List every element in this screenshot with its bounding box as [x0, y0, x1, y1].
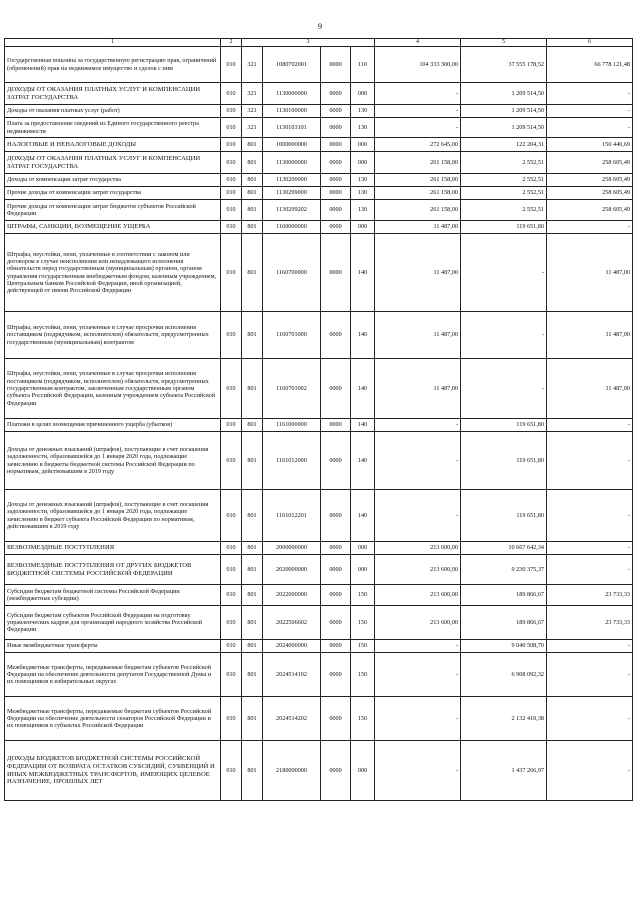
amount-executed: 2 552,51	[461, 152, 547, 174]
code-kbk: 1130200000	[263, 174, 321, 187]
row-name: Доходы от компенсации затрат государства	[5, 174, 221, 187]
amount-remaining: -	[547, 490, 633, 542]
code-kosgu: 150	[351, 697, 375, 741]
code-kbk: 1160701002	[263, 359, 321, 419]
header-col-3: 3	[242, 39, 375, 47]
table-row	[5, 359, 633, 419]
code-program: 0000	[321, 312, 351, 359]
code-kosgu: 000	[351, 555, 375, 585]
code-chapter: 321	[242, 118, 263, 138]
row-name: НАЛОГОВЫЕ И НЕНАЛОГОВЫЕ ДОХОДЫ	[5, 138, 221, 152]
amount-executed: 189 866,67	[461, 585, 547, 606]
code-kbk: 1130000000	[263, 152, 321, 174]
code-kosgu: 000	[351, 138, 375, 152]
table-row	[5, 419, 633, 432]
amount-executed: 9 230 375,37	[461, 555, 547, 585]
code-kbk: 1130000000	[263, 83, 321, 105]
amount-remaining: -	[547, 221, 633, 234]
code-kbk: 1161012201	[263, 490, 321, 542]
code-kosgu: 140	[351, 419, 375, 432]
code-admin: 010	[221, 200, 242, 221]
code-kosgu: 140	[351, 234, 375, 312]
code-admin: 010	[221, 585, 242, 606]
code-admin: 010	[221, 640, 242, 653]
code-chapter: 801	[242, 419, 263, 432]
code-chapter: 801	[242, 234, 263, 312]
table-row	[5, 200, 633, 221]
table-row	[5, 312, 633, 359]
code-admin: 010	[221, 653, 242, 697]
table-row	[5, 653, 633, 697]
code-kbk: 2024000000	[263, 640, 321, 653]
row-name: Платежи в целях возмещения причиненного ущерба (убытков)	[5, 419, 221, 432]
amount-executed: 189 866,67	[461, 606, 547, 640]
amount-remaining: -	[547, 542, 633, 555]
amount-remaining: -	[547, 105, 633, 118]
amount-approved: 11 487,00	[375, 221, 461, 234]
amount-executed: 2 132 410,38	[461, 697, 547, 741]
code-kosgu: 000	[351, 83, 375, 105]
page-number: 9	[318, 22, 322, 31]
code-kosgu: 140	[351, 312, 375, 359]
code-chapter: 801	[242, 606, 263, 640]
amount-approved: 261 158,00	[375, 152, 461, 174]
amount-executed: 119 651,80	[461, 221, 547, 234]
code-kosgu: 000	[351, 542, 375, 555]
code-chapter: 801	[242, 221, 263, 234]
row-name: Доходы от денежных взысканий (штрафов), поступающие в счет погашения задолженности, образовавшейся до 1 января 2020 года, подлежащие зачислению в бюджет субъекта Российской Федерации по нормативам, действовавшим в 2019 году	[5, 490, 221, 542]
code-chapter: 321	[242, 47, 263, 83]
table-row	[5, 542, 633, 555]
code-admin: 010	[221, 118, 242, 138]
code-program: 0000	[321, 359, 351, 419]
code-kbk: 2020000000	[263, 555, 321, 585]
code-chapter: 801	[242, 490, 263, 542]
row-name: Прочие доходы от компенсации затрат государства	[5, 187, 221, 200]
code-program: 0000	[321, 697, 351, 741]
code-admin: 010	[221, 741, 242, 801]
code-program: 0000	[321, 555, 351, 585]
amount-executed: 37 555 178,52	[461, 47, 547, 83]
code-admin: 010	[221, 187, 242, 200]
code-program: 0000	[321, 200, 351, 221]
amount-approved: 213 600,00	[375, 555, 461, 585]
amount-approved: -	[375, 490, 461, 542]
code-chapter: 321	[242, 105, 263, 118]
code-chapter: 801	[242, 697, 263, 741]
table-row	[5, 221, 633, 234]
amount-executed: 6 908 092,32	[461, 653, 547, 697]
amount-executed: 2 552,51	[461, 187, 547, 200]
code-program: 0000	[321, 152, 351, 174]
amount-remaining: -	[547, 697, 633, 741]
amount-executed: 1 209 514,50	[461, 83, 547, 105]
code-admin: 010	[221, 697, 242, 741]
table-row	[5, 152, 633, 174]
amount-remaining: 66 778 121,48	[547, 47, 633, 83]
code-program: 0000	[321, 187, 351, 200]
amount-remaining: 23 733,33	[547, 585, 633, 606]
code-admin: 010	[221, 174, 242, 187]
amount-executed: 119 651,80	[461, 490, 547, 542]
amount-remaining: 11 487,00	[547, 312, 633, 359]
row-name: Иные межбюджетные трансферты	[5, 640, 221, 653]
amount-approved: -	[375, 432, 461, 490]
code-program: 0000	[321, 432, 351, 490]
table-row	[5, 741, 633, 801]
amount-executed: 119 651,80	[461, 419, 547, 432]
amount-remaining: -	[547, 118, 633, 138]
code-chapter: 801	[242, 653, 263, 697]
code-chapter: 801	[242, 432, 263, 490]
amount-executed: -	[461, 312, 547, 359]
code-admin: 010	[221, 432, 242, 490]
code-chapter: 801	[242, 138, 263, 152]
code-kosgu: 130	[351, 174, 375, 187]
amount-remaining: 258 605,49	[547, 200, 633, 221]
amount-executed: 9 040 508,70	[461, 640, 547, 653]
table-row	[5, 640, 633, 653]
code-kbk: 1161000000	[263, 419, 321, 432]
code-program: 0000	[321, 118, 351, 138]
amount-approved: 213 600,00	[375, 542, 461, 555]
code-kbk: 1160701000	[263, 312, 321, 359]
table-row	[5, 138, 633, 152]
amount-remaining: 258 605,49	[547, 152, 633, 174]
code-kbk: 2024514202	[263, 697, 321, 741]
amount-executed: 2 552,51	[461, 174, 547, 187]
code-program: 0000	[321, 174, 351, 187]
code-kbk: 1130103101	[263, 118, 321, 138]
row-name: Субсидии бюджетам бюджетной системы Российской Федерации (межбюджетные субсидии)	[5, 585, 221, 606]
amount-approved: -	[375, 697, 461, 741]
header-col-1: 1	[5, 39, 221, 47]
header-col-5: 5	[461, 39, 547, 47]
amount-approved: 11 487,00	[375, 312, 461, 359]
code-program: 0000	[321, 138, 351, 152]
code-kbk: 2022000000	[263, 585, 321, 606]
code-chapter: 801	[242, 640, 263, 653]
header-col-6: 6	[547, 39, 633, 47]
table-row	[5, 234, 633, 312]
code-chapter: 801	[242, 542, 263, 555]
code-kosgu: 140	[351, 432, 375, 490]
code-program: 0000	[321, 47, 351, 83]
amount-approved: 11 487,00	[375, 359, 461, 419]
code-kbk: 1130299000	[263, 187, 321, 200]
amount-approved: -	[375, 83, 461, 105]
amount-approved: 261 158,00	[375, 187, 461, 200]
code-admin: 010	[221, 138, 242, 152]
amount-executed: 122 204,31	[461, 138, 547, 152]
amount-executed: 1 209 514,50	[461, 105, 547, 118]
code-kbk: 1000000000	[263, 138, 321, 152]
table-row	[5, 105, 633, 118]
amount-approved: -	[375, 653, 461, 697]
code-chapter: 801	[242, 741, 263, 801]
table-row	[5, 187, 633, 200]
row-name: ДОХОДЫ ОТ ОКАЗАНИЯ ПЛАТНЫХ УСЛУГ И КОМПЕНСАЦИИ ЗАТРАТ ГОСУДАРСТВА	[5, 83, 221, 105]
row-name: Штрафы, неустойки, пени, уплаченные в случае просрочки исполнения поставщиком (подрядчиком, исполнителем) обязательств, предусмотренных государственным контрактом, заключенным государственным органом субъекта Российской Федерации, казенным учреждением субъекта Российской Федерации	[5, 359, 221, 419]
code-chapter: 801	[242, 187, 263, 200]
row-name: ДОХОДЫ ОТ ОКАЗАНИЯ ПЛАТНЫХ УСЛУГ И КОМПЕНСАЦИИ ЗАТРАТ ГОСУДАРСТВА	[5, 152, 221, 174]
amount-remaining: -	[547, 83, 633, 105]
header-col-4: 4	[375, 39, 461, 47]
amount-remaining: -	[547, 555, 633, 585]
code-admin: 010	[221, 105, 242, 118]
amount-approved: -	[375, 741, 461, 801]
amount-approved: 261 158,00	[375, 200, 461, 221]
amount-approved: 104 333 300,00	[375, 47, 461, 83]
code-chapter: 801	[242, 152, 263, 174]
code-kbk: 2024514102	[263, 653, 321, 697]
amount-remaining: -	[547, 653, 633, 697]
row-name: Штрафы, неустойки, пени, уплаченные в соответствии с законом или договором в случае неисполнения или ненадлежащего исполнения обязательств перед государственным (муниципальным) органом, органом управления государственным внебюджетным фондом, казенным учреждением, Центральным банком Российской Федерации, иной организацией, действующей от имени Российской Федерации	[5, 234, 221, 312]
code-kbk: 1130100000	[263, 105, 321, 118]
code-kosgu: 150	[351, 606, 375, 640]
amount-approved: -	[375, 105, 461, 118]
code-program: 0000	[321, 585, 351, 606]
code-program: 0000	[321, 542, 351, 555]
code-chapter: 801	[242, 555, 263, 585]
code-chapter: 801	[242, 200, 263, 221]
code-admin: 010	[221, 221, 242, 234]
code-kbk: 2022506602	[263, 606, 321, 640]
row-name: Штрафы, неустойки, пени, уплаченные в случае просрочки исполнения поставщиком (подрядчиком, исполнителем) обязательств, предусмотренных государственным (муниципальным) контрактом	[5, 312, 221, 359]
code-admin: 010	[221, 152, 242, 174]
amount-remaining: -	[547, 419, 633, 432]
amount-remaining: -	[547, 432, 633, 490]
table-row	[5, 697, 633, 741]
code-chapter: 801	[242, 359, 263, 419]
amount-remaining: 150 440,69	[547, 138, 633, 152]
code-admin: 010	[221, 542, 242, 555]
row-name: БЕЗВОЗМЕЗДНЫЕ ПОСТУПЛЕНИЯ ОТ ДРУГИХ БЮДЖЕТОВ БЮДЖЕТНОЙ СИСТЕМЫ РОССИЙСКОЙ ФЕДЕРАЦИИ	[5, 555, 221, 585]
amount-remaining: -	[547, 741, 633, 801]
amount-executed: 10 667 642,34	[461, 542, 547, 555]
code-chapter: 801	[242, 585, 263, 606]
code-kosgu: 130	[351, 187, 375, 200]
row-name: Доходы от оказания платных услуг (работ)	[5, 105, 221, 118]
code-admin: 010	[221, 419, 242, 432]
code-chapter: 801	[242, 174, 263, 187]
amount-approved: 213 600,00	[375, 606, 461, 640]
code-kosgu: 130	[351, 118, 375, 138]
code-program: 0000	[321, 105, 351, 118]
code-program: 0000	[321, 606, 351, 640]
table-row	[5, 585, 633, 606]
code-kosgu: 150	[351, 640, 375, 653]
row-name: ШТРАФЫ, САНКЦИИ, ВОЗМЕЩЕНИЕ УЩЕРБА	[5, 221, 221, 234]
code-admin: 010	[221, 312, 242, 359]
amount-approved: 272 645,00	[375, 138, 461, 152]
table-row	[5, 606, 633, 640]
amount-approved: 261 158,00	[375, 174, 461, 187]
row-name: Межбюджетные трансферты, передаваемые бюджетам субъектов Российской Федерации на обеспечение деятельности сенаторов Российской Федерации и их помощников в субъектах Российской Федерации	[5, 697, 221, 741]
code-kbk: 1130299202	[263, 200, 321, 221]
table-row	[5, 490, 633, 542]
code-kbk: 1080702001	[263, 47, 321, 83]
code-admin: 010	[221, 555, 242, 585]
code-kosgu: 140	[351, 359, 375, 419]
row-name: ДОХОДЫ БЮДЖЕТОВ БЮДЖЕТНОЙ СИСТЕМЫ РОССИЙСКОЙ ФЕДЕРАЦИИ ОТ ВОЗВРАТА ОСТАТКОВ СУБСИДИЙ, СУБВЕНЦИЙ И ИНЫХ МЕЖБЮДЖЕТНЫХ ТРАНСФЕРТОВ, ИМЕЮЩИХ ЦЕЛЕВОЕ НАЗНАЧЕНИЕ, ПРОШЛЫХ ЛЕТ	[5, 741, 221, 801]
row-name: Субсидии бюджетам субъектов Российской Федерации на подготовку управленческих кадров для организаций народного хозяйства Российской Федерации	[5, 606, 221, 640]
code-kbk: 1161012000	[263, 432, 321, 490]
code-kosgu: 150	[351, 653, 375, 697]
row-name: Прочие доходы от компенсации затрат бюджетов субъектов Российской Федерации	[5, 200, 221, 221]
code-program: 0000	[321, 490, 351, 542]
code-kosgu: 000	[351, 152, 375, 174]
code-program: 0000	[321, 83, 351, 105]
amount-approved: 11 487,00	[375, 234, 461, 312]
code-kosgu: 000	[351, 221, 375, 234]
code-kosgu: 130	[351, 105, 375, 118]
code-program: 0000	[321, 640, 351, 653]
amount-remaining: 11 487,00	[547, 234, 633, 312]
amount-executed: 1 209 514,50	[461, 118, 547, 138]
amount-remaining: 258 605,49	[547, 174, 633, 187]
code-program: 0000	[321, 221, 351, 234]
amount-approved: 213 600,00	[375, 585, 461, 606]
amount-remaining: 23 733,33	[547, 606, 633, 640]
table-row	[5, 174, 633, 187]
code-kosgu: 110	[351, 47, 375, 83]
amount-remaining: 11 487,00	[547, 359, 633, 419]
code-chapter: 321	[242, 83, 263, 105]
code-chapter: 801	[242, 312, 263, 359]
amount-approved: -	[375, 640, 461, 653]
code-kbk: 1160700000	[263, 234, 321, 312]
code-kbk: 2180000000	[263, 741, 321, 801]
revenue-table	[4, 38, 633, 801]
code-program: 0000	[321, 653, 351, 697]
row-name: Плата за предоставление сведений из Единого государственного реестра недвижимости	[5, 118, 221, 138]
table-row	[5, 432, 633, 490]
amount-executed: 119 651,80	[461, 432, 547, 490]
amount-remaining: -	[547, 640, 633, 653]
header-col-2: 2	[221, 39, 242, 47]
table-header-row	[5, 39, 633, 47]
code-kosgu: 150	[351, 585, 375, 606]
code-kbk: 2000000000	[263, 542, 321, 555]
row-name: Государственная пошлина за государственную регистрацию прав, ограничений (обременений) прав на недвижимое имущество и сделок с ним	[5, 47, 221, 83]
code-program: 0000	[321, 741, 351, 801]
code-kosgu: 140	[351, 490, 375, 542]
amount-executed: -	[461, 234, 547, 312]
table-row	[5, 555, 633, 585]
code-admin: 010	[221, 83, 242, 105]
code-admin: 010	[221, 234, 242, 312]
code-admin: 010	[221, 490, 242, 542]
code-admin: 010	[221, 359, 242, 419]
code-program: 0000	[321, 234, 351, 312]
amount-remaining: 258 605,49	[547, 187, 633, 200]
row-name: БЕЗВОЗМЕЗДНЫЕ ПОСТУПЛЕНИЯ	[5, 542, 221, 555]
amount-approved: -	[375, 118, 461, 138]
code-kosgu: 000	[351, 741, 375, 801]
code-kbk: 1160000000	[263, 221, 321, 234]
code-admin: 010	[221, 606, 242, 640]
table-row	[5, 47, 633, 83]
row-name: Межбюджетные трансферты, передаваемые бюджетам субъектов Российской Федерации на обеспечение деятельности депутатов Государственной Думы и их помощников в избирательных округах	[5, 653, 221, 697]
table-row	[5, 83, 633, 105]
row-name: Доходы от денежных взысканий (штрафов), поступающие в счет погашения задолженности, образовавшейся до 1 января 2020 года, подлежащие зачислению в бюджеты бюджетной системы Российской Федерации по нормативам, действовавшим в 2019 году	[5, 432, 221, 490]
amount-executed: -	[461, 359, 547, 419]
code-program: 0000	[321, 419, 351, 432]
amount-approved: -	[375, 419, 461, 432]
table-row	[5, 118, 633, 138]
amount-executed: 2 552,51	[461, 200, 547, 221]
amount-executed: 1 437 266,97	[461, 741, 547, 801]
code-admin: 010	[221, 47, 242, 83]
code-kosgu: 130	[351, 200, 375, 221]
